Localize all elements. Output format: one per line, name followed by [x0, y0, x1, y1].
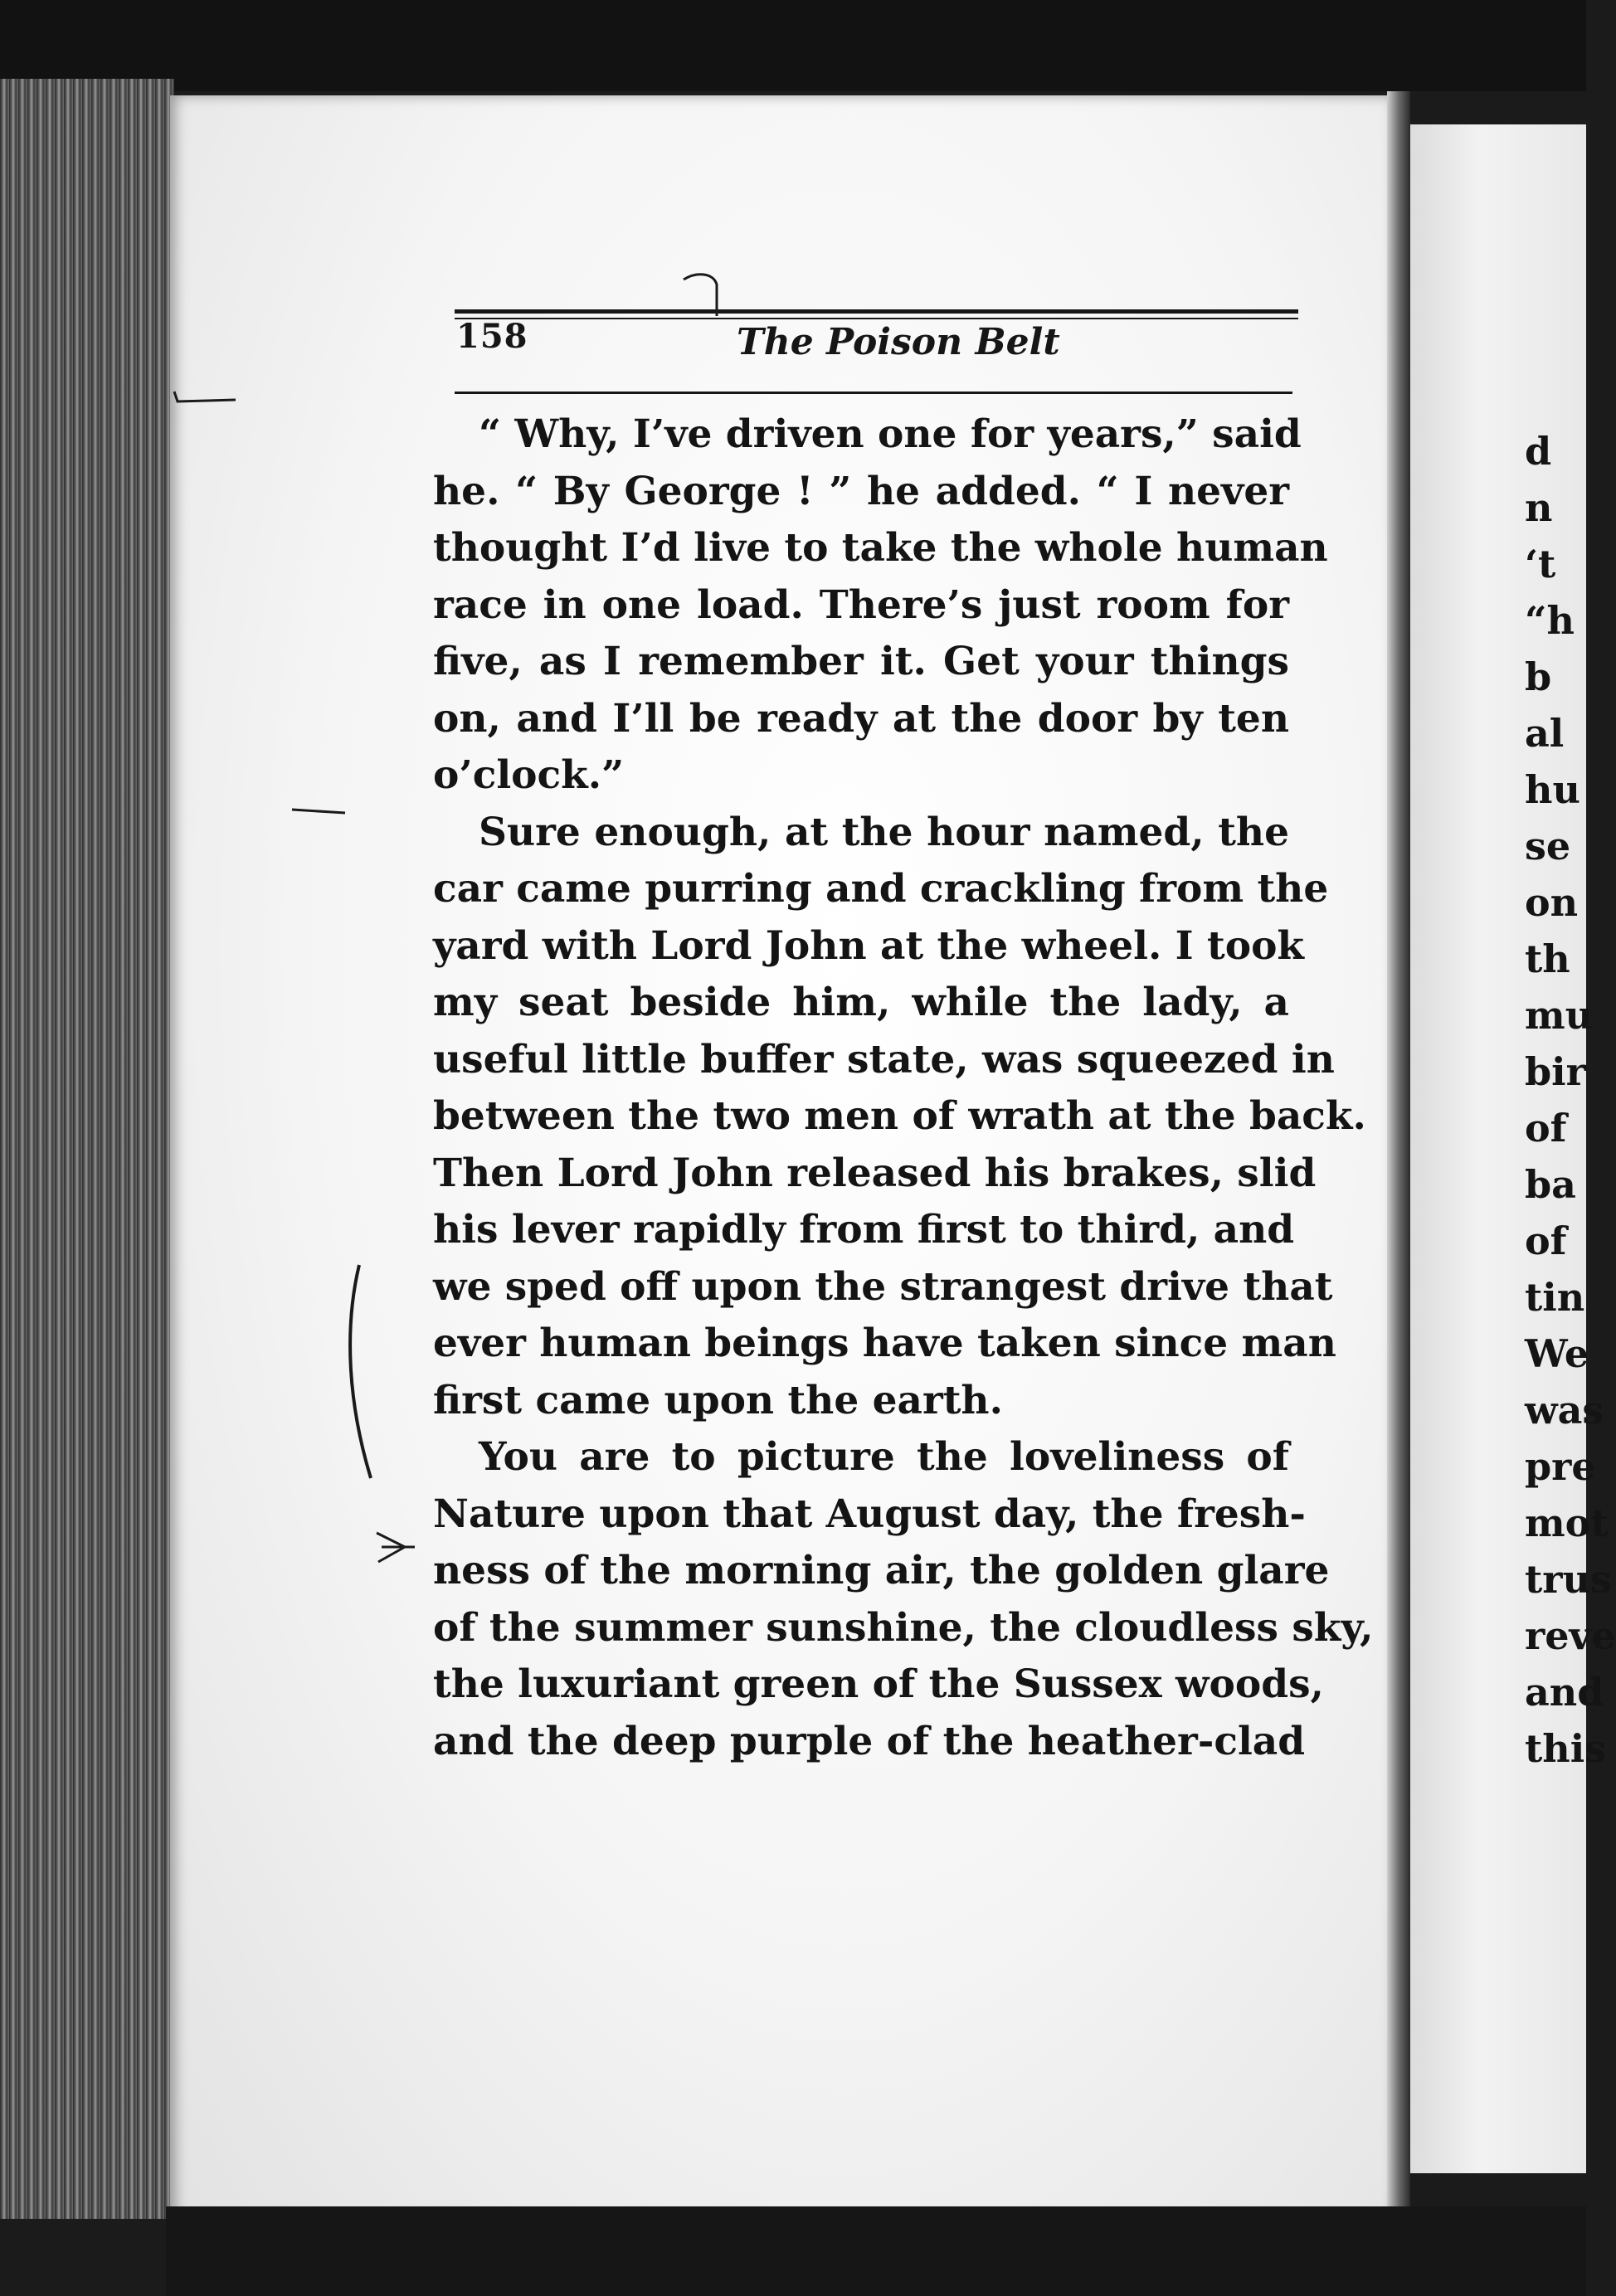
scan-bottom-border: [166, 2206, 1586, 2296]
text-line: between the two men of wrath at the back.: [433, 1093, 1366, 1139]
text-line: race in one load. There’s just room for: [433, 581, 1289, 628]
text-line: he. “ By George ! ” he added. “ I never: [433, 468, 1289, 514]
text-line: of the summer sunshine, the cloudless sky,: [433, 1604, 1374, 1651]
text-line: first came upon the earth.: [433, 1377, 1003, 1423]
facing-page-fragment: hu: [1525, 767, 1580, 812]
facing-page-fragment: b: [1525, 654, 1552, 699]
text-line: car came purring and crackling from the: [433, 866, 1329, 912]
body-text: [433, 406, 1374, 1770]
facing-page-fragment: and: [1525, 1670, 1604, 1715]
text-line: yard with Lord John at the wheel. I took: [433, 922, 1304, 969]
text-line: Nature upon that August day, the fresh-: [433, 1491, 1306, 1537]
running-title: The Poison Belt: [737, 321, 1060, 363]
book-gutter: [1387, 91, 1410, 2215]
header-rule-bottom: [455, 392, 1292, 394]
facing-page-fragment: of: [1525, 1106, 1567, 1150]
facing-page-fragment: d: [1525, 429, 1552, 474]
text-line: my seat beside him, while the lady, a: [433, 980, 1289, 1025]
pencil-margin-bracket: [336, 1261, 386, 1485]
facing-page-fragment: mot: [1525, 1501, 1609, 1545]
text-line: five, as I remember it. Get your things: [433, 639, 1289, 684]
facing-page-fragment: mu: [1525, 993, 1594, 1038]
facing-page-fragment: “h: [1525, 598, 1575, 643]
pencil-dash-mark: [290, 806, 348, 818]
text-line: ness of the morning air, the golden glare: [433, 1548, 1330, 1593]
text-line: useful little buffer state, was squeezed in: [433, 1036, 1335, 1082]
facing-page-fragment: We: [1525, 1331, 1589, 1376]
text-line: his lever rapidly from first to third, and: [433, 1207, 1295, 1253]
facing-page-fragment: se: [1525, 824, 1571, 868]
facing-page-fragment: th: [1525, 936, 1570, 981]
facing-page-fragment: reve: [1525, 1613, 1616, 1658]
facing-page-fragment: ‘t: [1525, 542, 1556, 586]
facing-page-fragment: al: [1525, 711, 1565, 756]
pencil-arrow-mark: [372, 1529, 421, 1570]
facing-page-fragment: on: [1525, 880, 1579, 925]
facing-page-fragment: of: [1525, 1219, 1567, 1263]
text-line: on, and I’ll be ready at the door by ten: [433, 695, 1289, 742]
text-line: You are to picture the loveliness of: [479, 1434, 1289, 1480]
text-line: Sure enough, at the hour named, the: [479, 809, 1289, 855]
book-page-edges: [0, 79, 174, 2219]
facing-page-fragment: tin: [1525, 1275, 1585, 1320]
facing-page-fragment: ba: [1525, 1162, 1576, 1207]
text-line: and the deep purple of the heather-clad: [433, 1718, 1306, 1764]
page-number: 158: [456, 317, 528, 356]
facing-page-fragment: trus: [1525, 1557, 1612, 1602]
facing-page-fragment: this: [1525, 1726, 1607, 1771]
header-rule-top: [455, 309, 1298, 314]
header-rule-top-thin: [455, 318, 1298, 319]
text-line: o’clock.”: [433, 752, 625, 798]
facing-page-fragment: n: [1525, 485, 1553, 530]
facing-page-fragment: pre: [1525, 1444, 1596, 1489]
facing-page-fragment: bir: [1525, 1049, 1586, 1094]
scan-top-border: [0, 0, 1586, 91]
text-line: the luxuriant green of the Sussex woods,: [433, 1661, 1324, 1707]
text-line: ever human beings have taken since man: [433, 1321, 1336, 1366]
text-line: thought I’d live to take the whole human: [433, 525, 1328, 571]
facing-page-fragment: was: [1525, 1388, 1604, 1433]
text-line: we sped off upon the strangest drive that: [433, 1263, 1333, 1310]
pencil-dash-mark: [173, 390, 239, 406]
text-line: Then Lord John released his brakes, slid: [433, 1150, 1317, 1196]
text-line: “ Why, I’ve driven one for years,” said: [479, 411, 1302, 457]
pencil-tick-mark: [680, 270, 730, 319]
